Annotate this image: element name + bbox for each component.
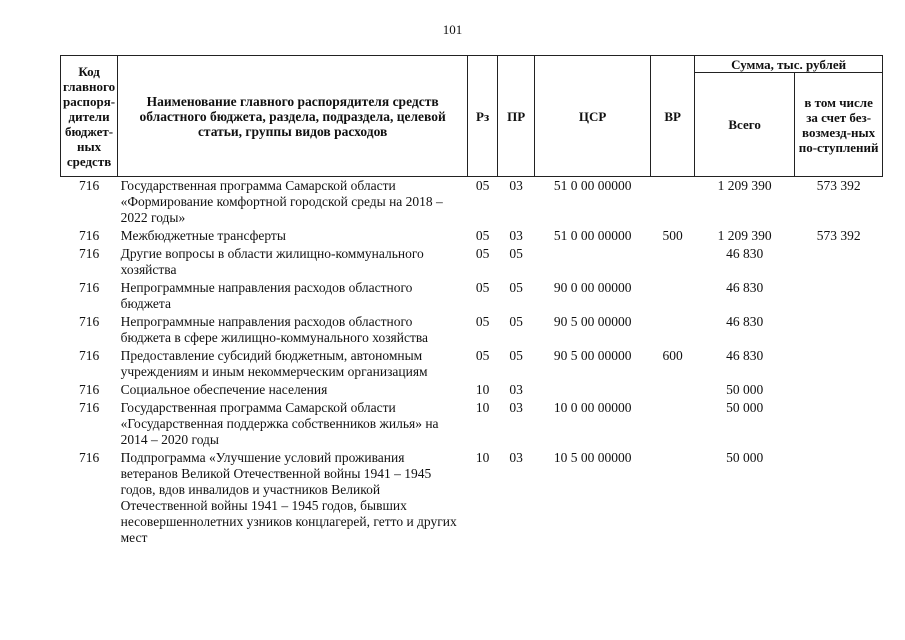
cell-free: 573 392	[816, 228, 861, 243]
cell-vr	[651, 382, 695, 400]
header-vr: ВР	[651, 56, 695, 177]
cell-total: 46 830	[726, 280, 764, 295]
header-csr: ЦСР	[535, 56, 651, 177]
cell-name: Непрограммные направления расходов областного бюджета	[120, 280, 413, 311]
cell-csr: 51 0 00 00000	[553, 178, 632, 193]
cell-rz: 05	[475, 314, 490, 329]
cell-name: Социальное обеспечение населения	[120, 382, 328, 397]
cell-code: 716	[78, 450, 100, 465]
cell-name: Межбюджетные трансферты	[120, 228, 286, 243]
cell-total: 1 209 390	[717, 228, 772, 243]
cell-csr: 51 0 00 00000	[553, 228, 632, 243]
cell-pr: 05	[509, 348, 523, 363]
table-row	[61, 450, 883, 548]
cell-pr: 05	[509, 280, 523, 295]
cell-name: Государственная программа Самарской области «Формирование комфортной городской среды на 2018 – 2022 годы»	[120, 178, 443, 225]
cell-vr	[651, 450, 695, 548]
cell-pr: 03	[509, 450, 523, 465]
cell-free	[795, 450, 883, 548]
cell-vr	[651, 314, 695, 348]
cell-vr	[651, 246, 695, 280]
cell-code: 716	[78, 348, 100, 363]
cell-code: 716	[78, 400, 100, 415]
cell-free	[795, 314, 883, 348]
page-number: 101	[442, 22, 463, 37]
cell-name: Непрограммные направления расходов областного бюджета в сфере жилищно-коммунального хозяйства	[120, 314, 429, 345]
cell-pr: 03	[509, 382, 523, 397]
cell-rz: 10	[475, 382, 490, 397]
cell-csr: 90 0 00 00000	[553, 280, 632, 295]
cell-csr: 90 5 00 00000	[553, 348, 632, 363]
cell-total: 46 830	[726, 314, 764, 329]
header-pr: ПР	[498, 56, 535, 177]
cell-rz: 05	[475, 246, 490, 261]
cell-rz: 10	[475, 450, 490, 465]
cell-total: 50 000	[726, 382, 764, 397]
cell-free	[795, 400, 883, 450]
cell-total: 46 830	[726, 348, 764, 363]
header-rz: Рз	[468, 56, 498, 177]
cell-code: 716	[78, 280, 100, 295]
cell-pr: 03	[509, 228, 523, 243]
cell-vr	[651, 280, 695, 314]
cell-total: 50 000	[726, 400, 764, 415]
cell-code: 716	[78, 382, 100, 397]
cell-free	[795, 348, 883, 382]
cell-pr: 03	[509, 178, 523, 193]
cell-free: 573 392	[816, 178, 861, 193]
cell-name: Другие вопросы в области жилищно-коммунального хозяйства	[120, 246, 424, 277]
header-code: Код главного распоря-дители бюджет-ных средств	[61, 56, 118, 177]
cell-rz: 05	[475, 178, 490, 193]
cell-rz: 05	[475, 348, 490, 363]
cell-total: 50 000	[726, 450, 764, 465]
cell-vr: 600	[662, 348, 683, 363]
table-header	[61, 56, 883, 177]
header-total: Всего	[695, 73, 795, 177]
cell-name: Предоставление субсидий бюджетным, автономным учреждениям и иным некоммерческим организациям	[120, 348, 428, 379]
table-row	[61, 314, 883, 348]
cell-total: 46 830	[726, 246, 764, 261]
cell-csr	[535, 246, 651, 280]
table-row	[61, 280, 883, 314]
cell-vr	[651, 400, 695, 450]
cell-total: 1 209 390	[717, 178, 772, 193]
cell-rz: 05	[475, 228, 490, 243]
cell-csr: 10 5 00 00000	[553, 450, 632, 465]
budget-table	[60, 55, 883, 548]
cell-vr: 500	[662, 228, 683, 243]
cell-pr: 03	[509, 400, 523, 415]
cell-csr: 90 5 00 00000	[553, 314, 632, 329]
cell-code: 716	[78, 228, 100, 243]
cell-free	[795, 246, 883, 280]
cell-csr	[535, 382, 651, 400]
cell-code: 716	[78, 246, 100, 261]
cell-code: 716	[78, 314, 100, 329]
cell-name: Подпрограмма «Улучшение условий проживания ветеранов Великой Отечественной войны 1941 – 1945 годов, вдов инвалидов и участников Великой Отечественной войны 1941 – 1945 годов, бывших несовершеннолетних узников концлагерей, гетто и других мест	[120, 450, 457, 545]
cell-pr: 05	[509, 314, 523, 329]
table-row	[61, 228, 883, 246]
cell-rz: 05	[475, 280, 490, 295]
cell-free	[795, 280, 883, 314]
header-sum: Сумма, тыс. рублей	[695, 56, 883, 73]
table-row	[61, 382, 883, 400]
cell-name: Государственная программа Самарской области «Государственная поддержка собственников жилья» на 2014 – 2020 годы	[120, 400, 439, 447]
cell-vr	[651, 177, 695, 229]
cell-free	[795, 382, 883, 400]
table-row	[61, 400, 883, 450]
header-free: в том числе за счет без-возмезд-ных по-ступлений	[795, 73, 883, 177]
header-name: Наименование главного распорядителя средств областного бюджета, раздела, подраздела, целевой статьи, группы видов расходов	[118, 56, 468, 177]
table-row	[61, 348, 883, 382]
table-body	[61, 177, 883, 549]
cell-pr: 05	[509, 246, 523, 261]
table-row	[61, 177, 883, 229]
table-row	[61, 246, 883, 280]
cell-code: 716	[78, 178, 100, 193]
cell-csr: 10 0 00 00000	[553, 400, 632, 415]
cell-rz: 10	[475, 400, 490, 415]
